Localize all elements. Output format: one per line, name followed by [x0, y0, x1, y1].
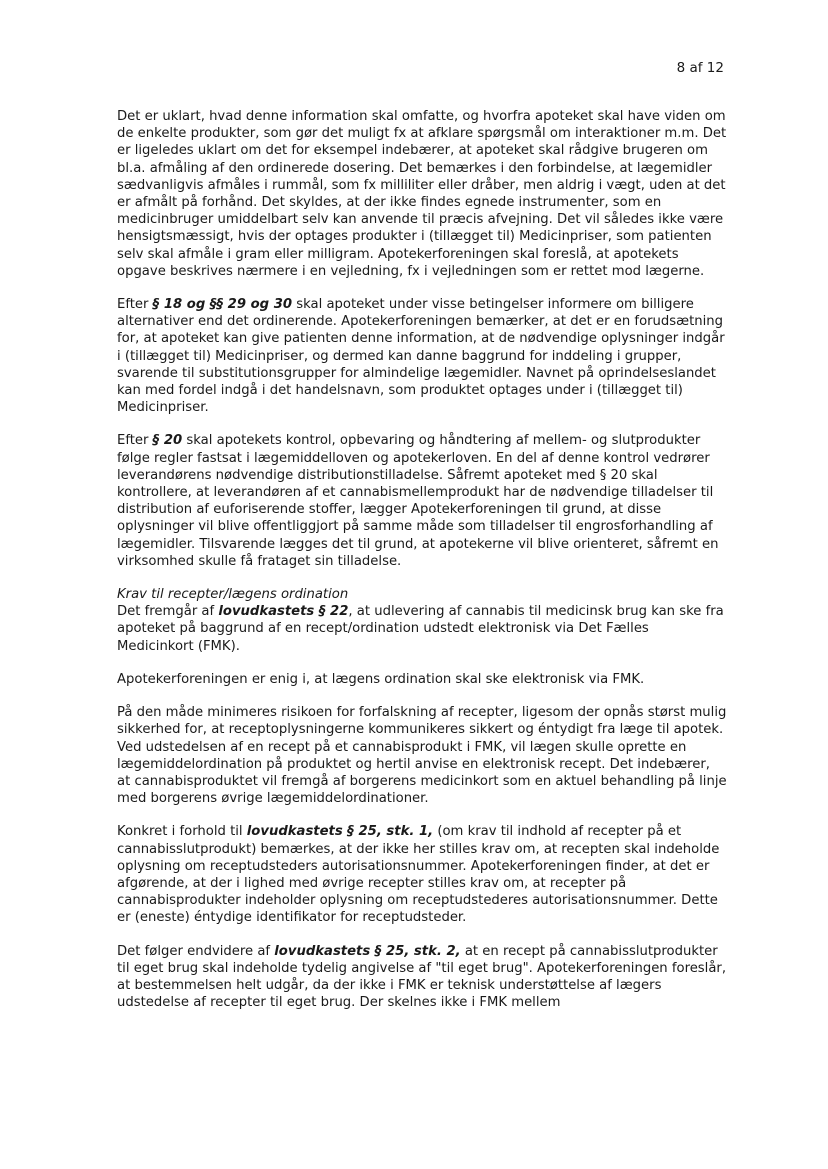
paragraph-lead-text: Det følger endvidere af: [117, 943, 275, 959]
page-number: 8 af 12: [676, 60, 724, 76]
paragraph-body-text: at en recept på cannabisslutprodukter til eget brug skal indeholde tydelig angivelse af "til eget brug". Apotekerforeningen foreslår, at bestemmelsen helt udgår, da der ikke i FMK er teknisk understøttelse af lægers udstedelse af recepter til eget brug. Der skelnes ikke i FMK mellem: [117, 943, 727, 1011]
legal-reference: lovudkastets § 25, stk. 1,: [246, 824, 434, 840]
paragraph-body-text: skal apotekets kontrol, opbevaring og håndtering af mellem- og slutprodukter følge regler fastsat i lægemiddelloven og apotekerloven. En del af denne kontrol vedrører leverandørens nødvendige distributionstilladelse. Såfremt apoteket med § 20 skal kontrollere, at leverandøren af et cannabismellemprodukt har de nødvendige tilladelser til distribution af euforiserende stoffer, lægger Apotekerforeningen til grund, at disse oplysninger vil blive offentliggjort på samme måde som tilladelser til engrosforhandling af lægemidler. Tilsvarende lægges det til grund, at apotekerne vil blive orienteret, såfremt en virksomhed skulle få frataget sin tilladelse.: [117, 433, 719, 569]
paragraph-body-text: skal apoteket under visse betingelser informere om billigere alternativer end det ordinerende. Apotekerforeningen bemærker, at det er en forudsætning for, at apoteket kan give patienten denne information, at de nødvendige oplysninger indgår i (tillægget til) Medicinpriser, og dermed kan danne baggrund for inddeling i grupper, svarende til substitutionsgrupper for almindelige lægemidler. Navnet på oprindelseslandet kan med fordel indgå i det handelsnavn, som produktet optages under i (tillægget til) Medicinpriser.: [117, 297, 725, 416]
legal-reference: lovudkastets § 25, stk. 2,: [274, 943, 461, 959]
paragraph-cheaper-alternatives: [117, 296, 727, 416]
paragraph-lead-text: Efter: [117, 433, 153, 449]
paragraph-authorisation-number: [117, 823, 727, 926]
paragraph-fmk-agreement: Apotekerforeningen er enig i, at lægens ordination skal ske elektronisk via FMK.: [117, 671, 645, 687]
paragraph-forgery-risk: På den måde minimeres risikoen for forfalskning af recepter, ligesom der opnås størst mulig sikkerhed for, at receptoplysningerne kommunikeres sikkert og éntydigt fra læge til apotek. Ved udstedelsen af en recept på et cannabisprodukt i FMK, vil lægen skulle oprette en lægemiddelordination på produktet og hertil anvise en elektronisk recept. Det indebærer, at cannabisproduktet vil fremgå af borgerens medicinkort som en aktuel behandling på linje med borgerens øvrige lægemiddelordinationer.: [117, 705, 727, 807]
legal-reference: § 18 og §§ 29 og 30: [152, 297, 293, 313]
document-body: [117, 108, 727, 1027]
paragraph-control-storage: [117, 432, 727, 570]
paragraph-own-use: [117, 943, 727, 1012]
paragraph-body-text: , at udlevering af cannabis til medicinsk brug kan ske fra apoteket på baggrund af en recept/ordination udstedt elektronisk via Det Fælles Medicinkort (FMK).: [117, 604, 724, 654]
legal-reference: lovudkastets § 22: [218, 604, 349, 620]
section-heading: Krav til recepter/lægens ordination: [117, 587, 349, 603]
paragraph-lead-text: Konkret i forhold til: [117, 824, 247, 840]
paragraph-body-text: (om krav til indhold af recepter på et cannabisslutprodukt) bemærkes, at der ikke her stilles krav om, at recepten skal indeholde oplysning om receptudsteders autorisationsnummer. Apotekerforeningen finder, at det er afgørende, at der i lighed med øvrige recepter stilles krav om, at recepter på cannabisprodukter indeholder oplysning om receptudstederes autorisationsnummer. Dette er (eneste) éntydige identifikator for receptudsteder.: [117, 824, 720, 926]
paragraph-lead-text: Efter: [117, 297, 153, 313]
paragraph-prescription-requirement: [117, 603, 727, 655]
legal-reference: § 20: [152, 433, 183, 449]
paragraph-information-scope: Det er uklart, hvad denne information skal omfatte, og hvorfra apoteket skal have viden om de enkelte produkter, som gør det muligt fx at afklare spørgsmål om interaktioner m.m. Det er ligeledes uklart om det for eksempel indebærer, at apoteket skal rådgive brugeren om bl.a. afmåling af den ordinerede dosering. Det bemærkes i den forbindelse, at lægemidler sædvanligvis afmåles i rummål, som fx milliliter eller dråber, men aldrig i vægt, uden at det er afmålt på forhånd. Det skyldes, at der ikke findes egnede instrumenter, som en medicinbruger umiddelbart selv kan anvende til præcis afvejning. Det vil således ikke være hensigtsmæssigt, hvis der optages produkter i (tillægget til) Medicinpriser, som patienten selv skal afmåle i gram eller milligram. Apotekerforeningen skal foreslå, at apotekets opgave beskrives nærmere i en vejledning, fx i vejledningen som er rettet mod lægerne.: [117, 109, 727, 279]
paragraph-lead-text: Det fremgår af: [117, 604, 219, 620]
